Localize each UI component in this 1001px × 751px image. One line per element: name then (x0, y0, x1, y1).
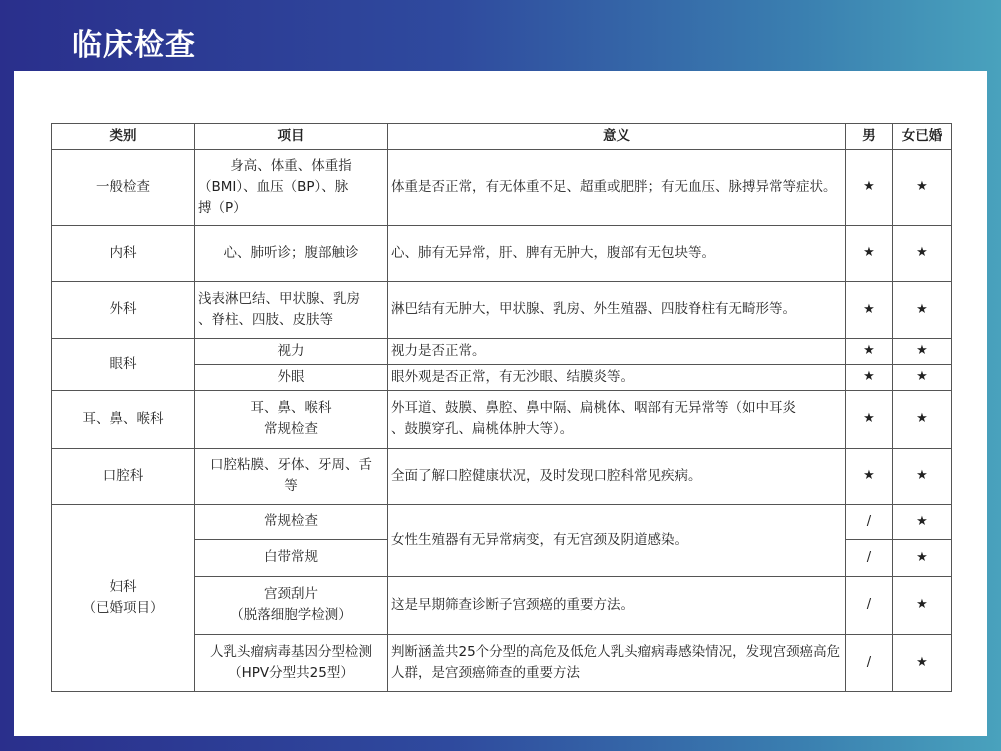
table-row (52, 281, 952, 338)
item-cell (195, 448, 388, 504)
category-cell (52, 504, 195, 691)
male-mark: / (846, 504, 893, 539)
female-mark: ★ (893, 390, 952, 448)
exam-table (51, 123, 952, 692)
item-line: （HPV分型共25型） (228, 664, 354, 681)
male-mark: ★ (846, 149, 893, 225)
item-line: 搏（P） (198, 199, 247, 216)
male-mark: / (846, 576, 893, 634)
item-cell: 心、肺听诊；腹部触诊 (195, 225, 388, 281)
female-mark: ★ (893, 634, 952, 691)
female-mark: ★ (893, 225, 952, 281)
item-cell (195, 281, 388, 338)
item-line: 、脊柱、四肢、皮肤等 (198, 311, 333, 328)
table-row (52, 390, 952, 448)
item-cell: 视力 (195, 338, 388, 364)
meaning-cell: 这是早期筛查诊断子宫颈癌的重要方法。 (388, 576, 846, 634)
male-mark: ★ (846, 364, 893, 390)
category-cell: 口腔科 (52, 448, 195, 504)
male-mark: ★ (846, 448, 893, 504)
item-line: 浅表淋巴结、甲状腺、乳房 (198, 291, 360, 307)
item-cell: 外眼 (195, 364, 388, 390)
category-cell: 一般检查 (52, 149, 195, 225)
meaning-cell: 淋巴结有无肿大，甲状腺、乳房、外生殖器、四肢脊柱有无畸形等。 (388, 281, 846, 338)
item-cell: 常规检查 (195, 504, 388, 539)
meaning-cell: 心、肺有无异常，肝、脾有无肿大，腹部有无包块等。 (388, 225, 846, 281)
male-mark: ★ (846, 390, 893, 448)
meaning-cell: 全面了解口腔健康状况，及时发现口腔科常见疾病。 (388, 448, 846, 504)
item-cell (195, 576, 388, 634)
female-mark: ★ (893, 149, 952, 225)
table-header-row (52, 124, 952, 150)
header-category: 类别 (52, 124, 195, 150)
header-meaning: 意义 (388, 124, 846, 150)
item-cell (195, 390, 388, 448)
meaning-cell: 体重是否正常，有无体重不足、超重或肥胖；有无血压、脉搏异常等症状。 (388, 149, 846, 225)
male-mark: / (846, 634, 893, 691)
female-mark: ★ (893, 504, 952, 539)
female-mark: ★ (893, 539, 952, 576)
male-mark: ★ (846, 338, 893, 364)
table-row (52, 338, 952, 364)
item-cell (195, 149, 388, 225)
page-title: 临床检查 (72, 28, 196, 63)
content-panel (14, 71, 987, 736)
meaning-line: 、鼓膜穿孔、扁桃体肿大等）。 (391, 421, 574, 438)
item-line: （脱落细胞学检测） (230, 607, 352, 624)
category-cell: 耳、鼻、喉科 (52, 390, 195, 448)
item-line: 宫颈刮片 (264, 586, 318, 603)
table-row (52, 504, 952, 539)
meaning-cell (388, 390, 846, 448)
item-line: 等 (284, 478, 298, 495)
category-cell: 内科 (52, 225, 195, 281)
male-mark: ★ (846, 225, 893, 281)
table-row (52, 448, 952, 504)
item-line: 人乳头瘤病毒基因分型检测 (210, 643, 372, 660)
item-line: 常规检查 (264, 421, 318, 438)
header-item: 项目 (195, 124, 388, 150)
category-line: （已婚项目） (82, 599, 164, 616)
item-line: 身高、体重、体重指 (230, 158, 352, 175)
female-mark: ★ (893, 576, 952, 634)
item-cell (195, 634, 388, 691)
female-mark: ★ (893, 448, 952, 504)
table-row (52, 149, 952, 225)
category-cell: 外科 (52, 281, 195, 338)
header-male: 男 (846, 124, 893, 150)
female-mark: ★ (893, 364, 952, 390)
category-line: 妇科 (109, 578, 137, 595)
female-mark: ★ (893, 338, 952, 364)
category-cell: 眼科 (52, 338, 195, 390)
meaning-line: 外耳道、鼓膜、鼻腔、鼻中隔、扁桃体、咽部有无异常等（如中耳炎 (391, 400, 796, 417)
item-cell: 白带常规 (195, 539, 388, 576)
meaning-cell: 判断涵盖共25个分型的高危及低危人乳头瘤病毒感染情况，发现宫颈癌高危人群，是宫颈癌筛查的重要方法 (388, 634, 846, 691)
header-female-married: 女已婚 (893, 124, 952, 150)
male-mark: / (846, 539, 893, 576)
item-line: 口腔粘膜、牙体、牙周、舌 (210, 457, 372, 474)
meaning-cell: 眼外观是否正常，有无沙眼、结膜炎等。 (388, 364, 846, 390)
meaning-cell: 视力是否正常。 (388, 338, 846, 364)
item-line: 耳、鼻、喉科 (250, 400, 332, 417)
meaning-cell: 女性生殖器有无异常病变，有无宫颈及阴道感染。 (388, 504, 846, 576)
table-row (52, 225, 952, 281)
female-mark: ★ (893, 281, 952, 338)
male-mark: ★ (846, 281, 893, 338)
item-line: （BMI）、血压（BP）、脉 (198, 178, 349, 195)
